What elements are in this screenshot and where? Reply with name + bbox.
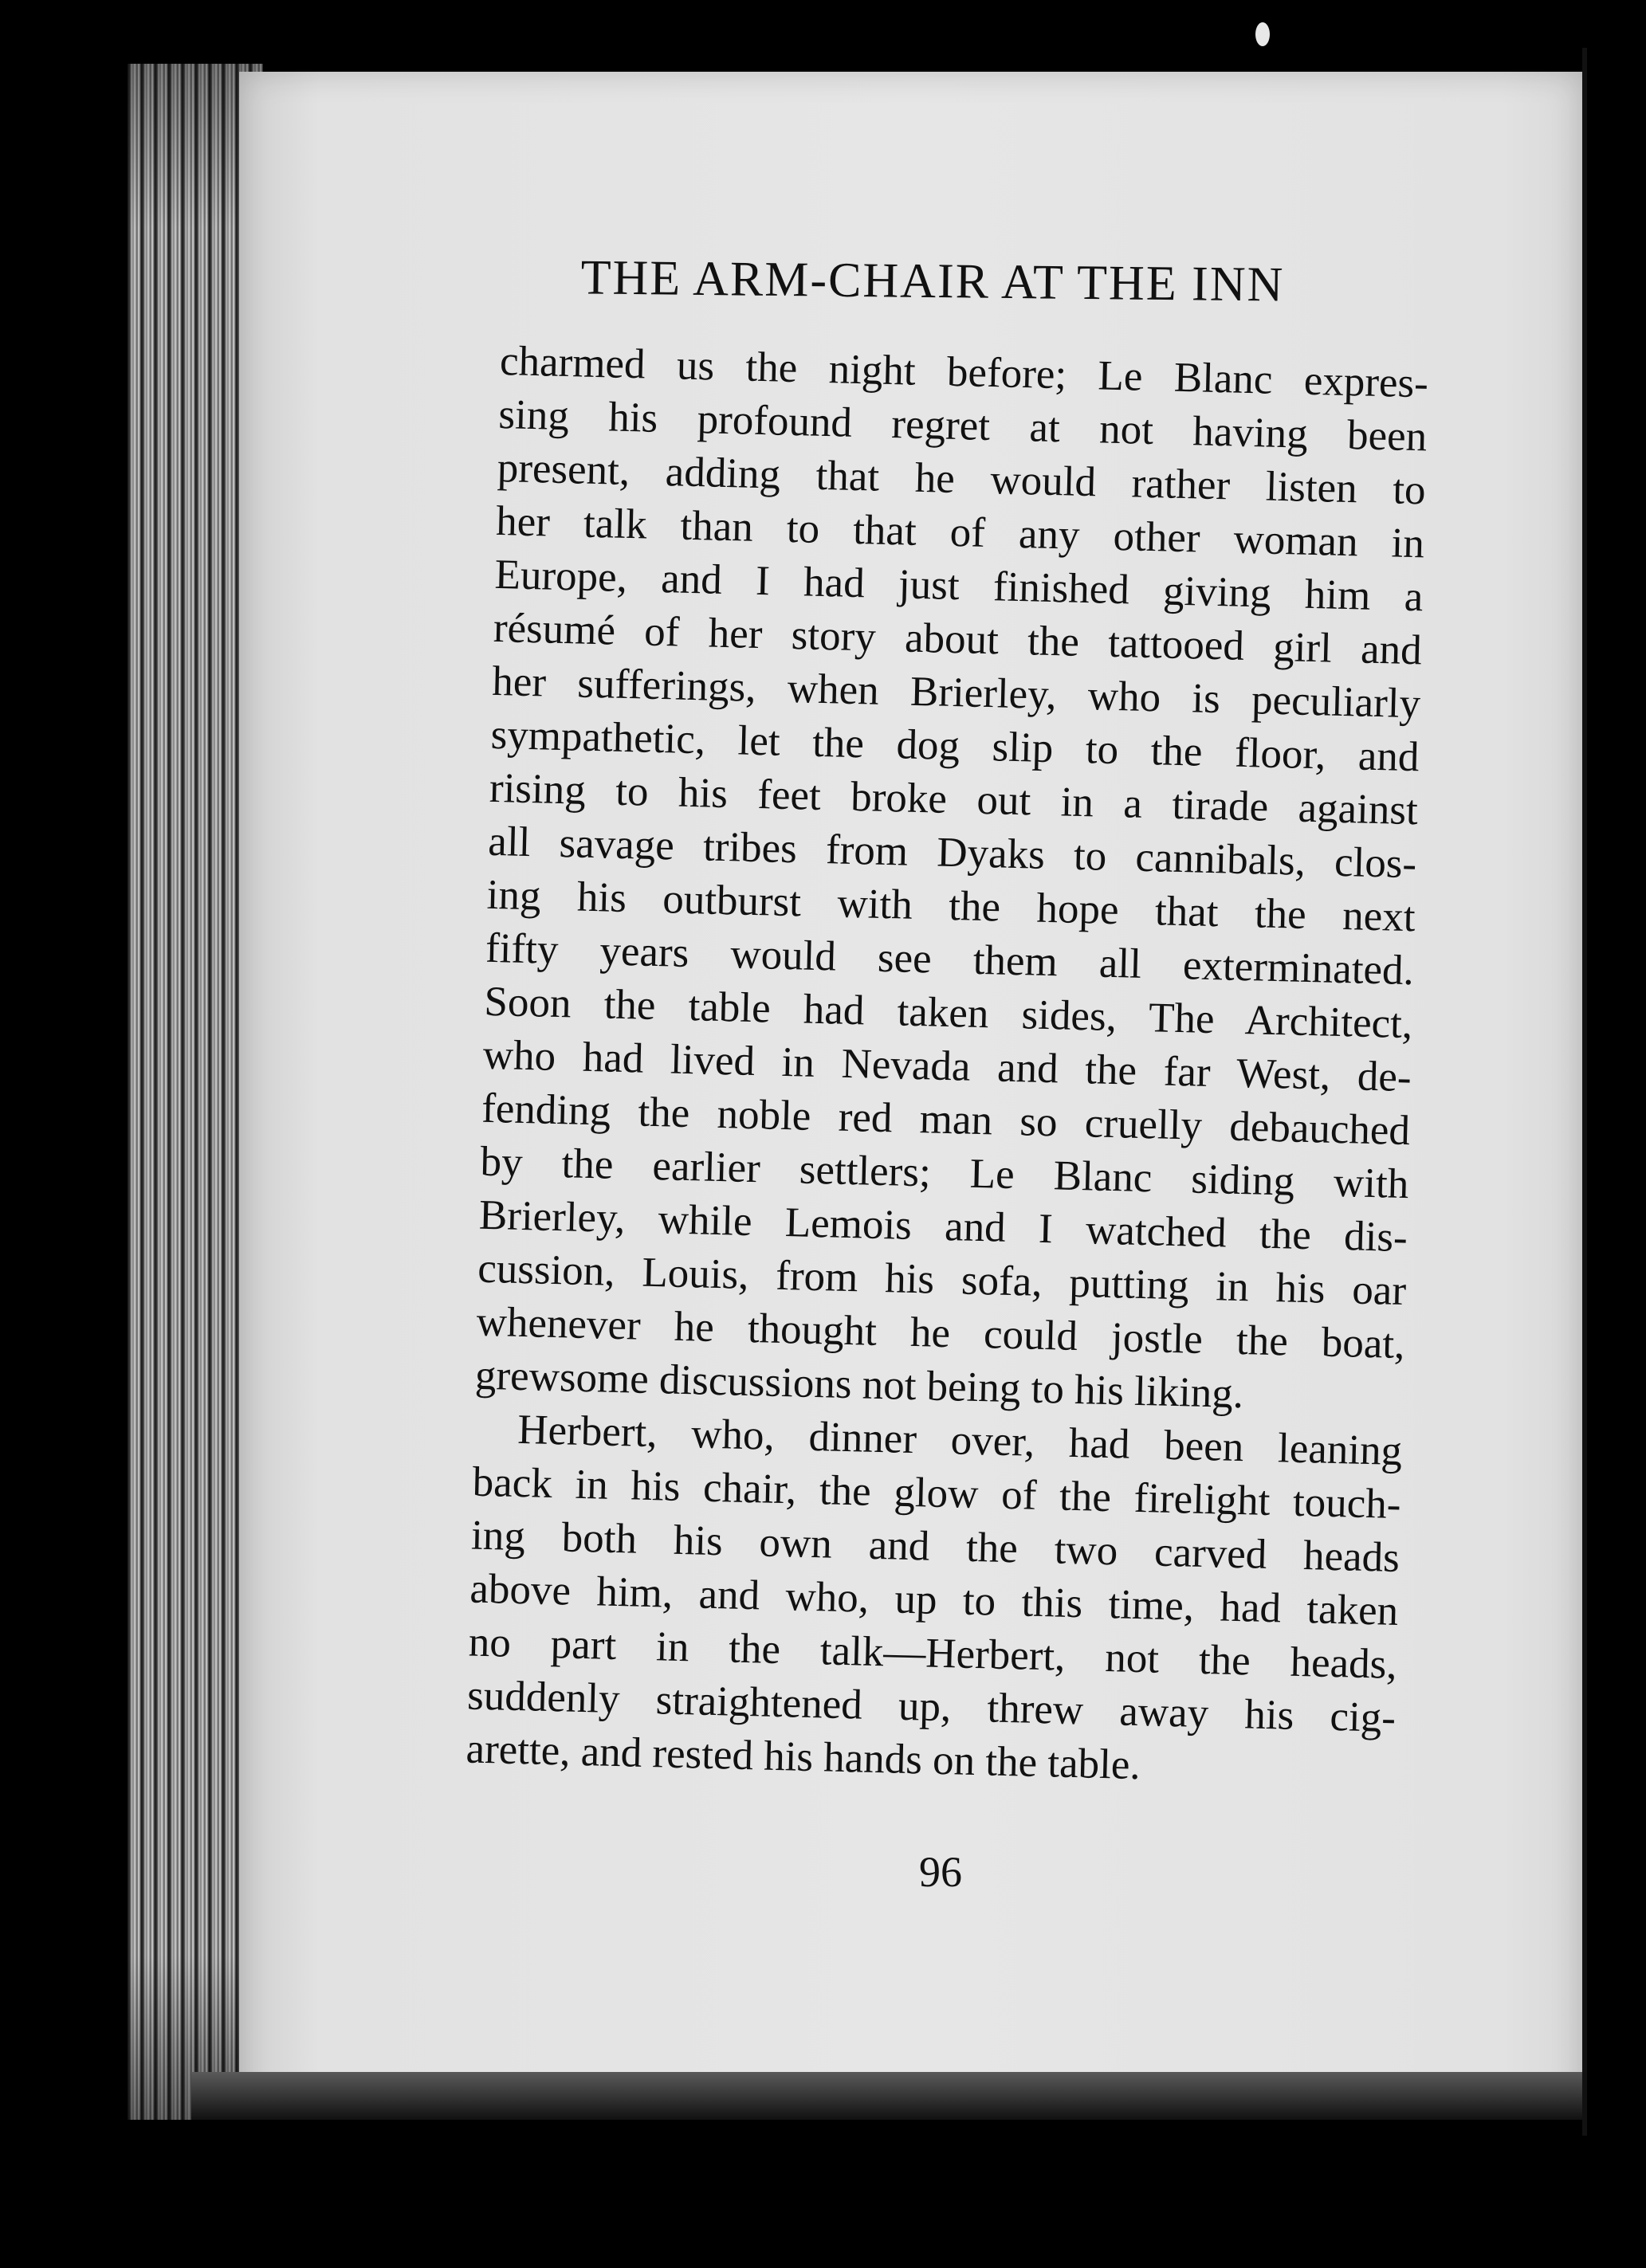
text-line: Brierley, while Lemois and I watched the dis- [478,1191,1408,1262]
text-line: above him, and who, up to this time, had taken [469,1565,1399,1634]
text-line: rising to his feet broke out in a tirade against [489,764,1419,834]
paragraph [474,335,1428,1425]
text-line: Herbert, who, dinner over, had been leaning [517,1406,1403,1475]
text-line: back in his chair, the glow of the firelight touch- [472,1458,1402,1528]
paragraph [466,1403,1403,1799]
text-line: charmed us the night before; Le Blanc expres- [499,337,1429,407]
text-line: cussion, Louis, from his sofa, putting in his oar [477,1245,1407,1315]
text-line: whenever he thought he could jostle the boat, [476,1298,1406,1368]
text-line: ing both his own and the two carved heads [470,1512,1400,1582]
scan-margin-right [1587,0,1646,2268]
text-line: grewsome discussions not being to his liking. [474,1352,1244,1418]
text-line: her talk than to that of any other woman in [495,497,1425,567]
text-line: sympathetic, let the dog slip to the floor, and [490,711,1420,781]
page-bottom-edge [191,2072,1586,2120]
text-line: Soon the table had taken sides, The Architect, [483,978,1413,1048]
text-line: sing his profound regret at not having been [497,390,1428,461]
text-line: fending the noble red man so cruelly debauched [481,1085,1411,1155]
text-line: résumé of her story about the tattooed girl and [493,604,1423,674]
text-line: her sufferings, when Brierley, who is peculiarly [491,657,1421,728]
running-head: THE ARM-CHAIR AT THE INN [580,250,1285,312]
text-line: Europe, and I had just finished giving him a [493,551,1424,621]
scan-speck [1255,22,1270,46]
page-number: 96 [919,1848,962,1896]
text-line: all savage tribes from Dyaks to cannibals, clos- [487,818,1417,888]
text-line: no part in the talk—Herbert, not the heads, [468,1619,1398,1688]
text-line: suddenly straightened up, threw away his cig- [466,1672,1397,1741]
body-text [466,335,1429,1799]
text-line: fifty years would see them all exterminated. [485,924,1415,995]
text-line: who had lived in Nevada and the far West, de- [482,1031,1412,1101]
text-line: ing his outburst with the hope that the next [486,871,1416,941]
text-line: present, adding that he would rather listen to [497,444,1427,514]
text-line: by the earlier settlers; Le Blanc siding with [479,1138,1410,1208]
text-line: arette, and rested his hands on the table. [465,1725,1141,1789]
